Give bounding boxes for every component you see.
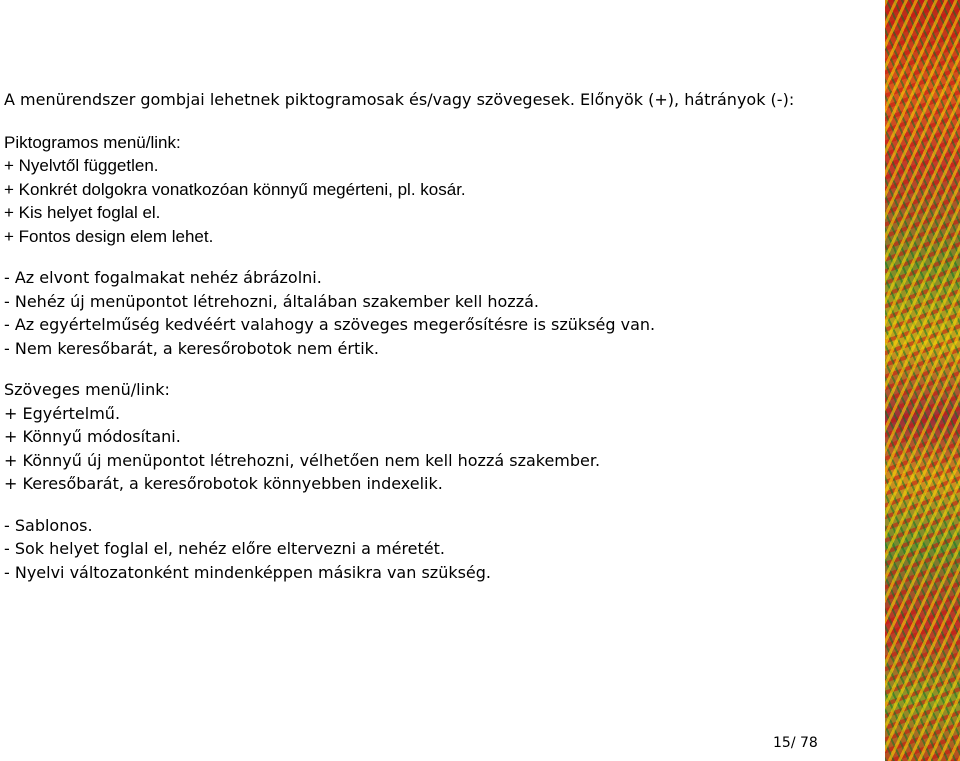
pictogram-heading: Piktogramos menü/link: bbox=[4, 132, 181, 152]
text-menu-con-item: - Sablonos. bbox=[4, 515, 93, 535]
text-menu-pro-item: + Könnyű módosítani. bbox=[4, 427, 181, 446]
text-menu-pro-item: + Keresőbarát, a keresőrobotok könnyebben indexelik. bbox=[4, 474, 443, 493]
decorative-side-image bbox=[885, 0, 960, 761]
text-menu-heading: Szöveges menü/link: bbox=[4, 380, 170, 399]
pictogram-pro-item: + Nyelvtől független. bbox=[4, 156, 159, 175]
text-menu-pro-item: + Könnyű új menüpontot létrehozni, vélhetően nem kell hozzá szakember. bbox=[4, 450, 601, 470]
text-menu-con-item: - Nyelvi változatonként mindenképpen másikra van szükség. bbox=[4, 562, 492, 582]
slide-content bbox=[4, 88, 879, 584]
text-menu-pro-item: + Egyértelmű. bbox=[4, 403, 121, 423]
pictogram-con-item: - Az elvont fogalmakat nehéz ábrázolni. bbox=[4, 268, 322, 287]
intro-text: A menürendszer gombjai lehetnek piktogramosak és/vagy szövegesek. Előnyök (+), hátrányok (-): bbox=[4, 90, 795, 109]
pictogram-con-item: - Nem keresőbarát, a keresőrobotok nem értik. bbox=[4, 338, 380, 358]
pictogram-con-item: - Az egyértelműség kedvéért valahogy a szöveges megerősítésre is szükség van. bbox=[4, 315, 656, 334]
text-menu-con-item: - Sok helyet foglal el, nehéz előre eltervezni a méretét. bbox=[4, 539, 445, 558]
page-number: 15/ 78 bbox=[773, 735, 818, 751]
pictogram-con-item: - Nehéz új menüpontot létrehozni, általában szakember kell hozzá. bbox=[4, 291, 539, 311]
pictogram-pro-item: + Fontos design elem lehet. bbox=[4, 226, 214, 246]
pictogram-pro-item: + Konkrét dolgokra vonatkozóan könnyű megérteni, pl. kosár. bbox=[4, 179, 466, 199]
pictogram-pro-item: + Kis helyet foglal el. bbox=[4, 203, 161, 222]
